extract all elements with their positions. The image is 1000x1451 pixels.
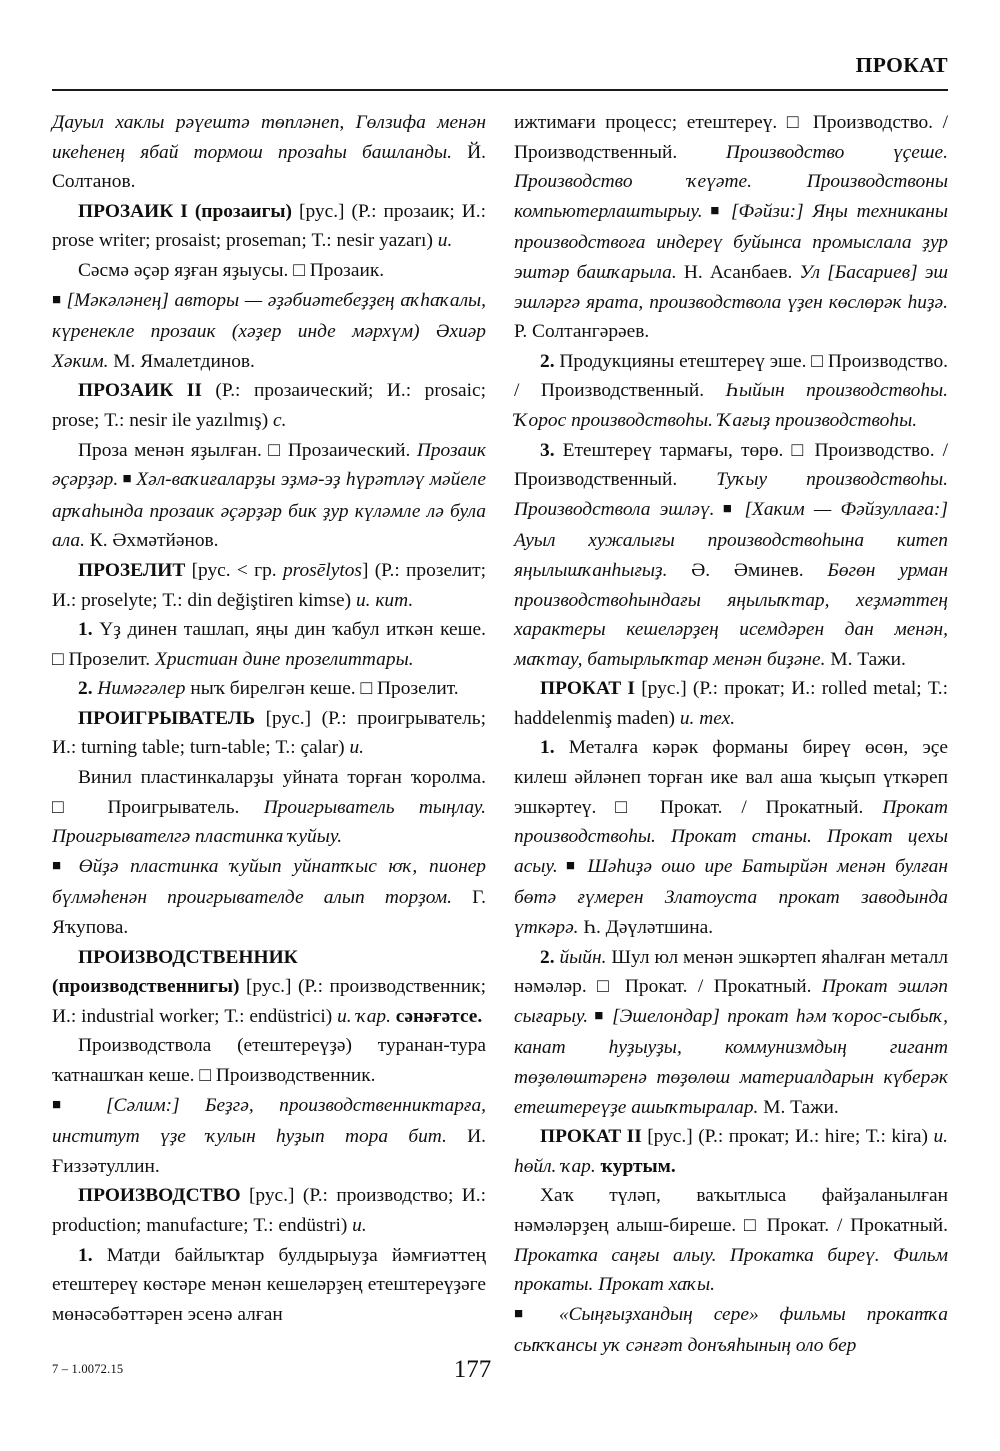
- text-run-italic: и. кит.: [355, 589, 414, 611]
- text-run-bold: ПРОКАТ II: [540, 1126, 642, 1148]
- text-run-roman: М. Ямалетдинов.: [108, 350, 255, 372]
- text-run-roman: Н. Асанбаев.: [676, 261, 800, 283]
- text-run-bold: ПРОКАТ I: [540, 678, 635, 700]
- dictionary-entry-block: [52, 1031, 486, 1090]
- text-run-italic: и. ҡар.: [337, 1005, 391, 1027]
- text-run-italic: Шәһиҙә ошо ире Батырйән менән булған бөтә ғүмерен Златоуста прокат заводында үткәрә.: [514, 855, 948, 939]
- text-run-bold: ПРОЗАИК II: [78, 380, 202, 402]
- text-run-roman: Хаҡ түләп, ваҡытлыса файҙаланылған нәмәләрҙең алыш-биреше. □ Прокат. / Прокатный.: [514, 1185, 948, 1236]
- dictionary-entry-block: [52, 1091, 486, 1182]
- text-run-roman: [рус.] (Р.: производство; И.: production; manufacture; Т.: endüstri): [52, 1185, 486, 1236]
- text-run-bold: 1.: [78, 619, 93, 641]
- dictionary-entry-block: [514, 1300, 948, 1361]
- text-run-italic: и.: [352, 1214, 367, 1236]
- text-run-italic: prosēlytos: [282, 559, 362, 581]
- text-run-italic: [Фәйзи:] Яңы техниканы производствоға индереү буйынса промыслала ҙур эштәр башҡарыла.: [514, 200, 948, 283]
- dictionary-entry-block: [514, 108, 948, 347]
- text-run-bold: ПРОИЗВОДСТВЕННИК (производственнигы): [52, 946, 298, 998]
- dictionary-entry-block: [52, 197, 486, 256]
- text-run-bold: 2.: [540, 946, 555, 968]
- text-run-roman: Г. Яҡупова.: [52, 887, 487, 939]
- text-run-italic: [Сәлим:] Беҙгә, производственниктарға, институт үҙе ҡулын һуҙып тора бит.: [52, 1094, 486, 1148]
- text-run-italic: и. һөйл. ҡар.: [514, 1126, 948, 1177]
- text-run-italic: «Сыңғыҙхандың сере» фильмы прокатҡа сыҡҡансы уҡ сәнғәт донъяһының оло бер: [514, 1303, 948, 1357]
- dictionary-entry-block: [514, 1181, 948, 1299]
- text-run-roman: [рус.] (Р.: прокат; И.: rolled metal; Т.: haddelenmiş maden): [514, 678, 948, 729]
- text-run-bold: 3.: [540, 439, 555, 461]
- dictionary-entry-block: [52, 704, 486, 763]
- text-run-roman: [рус.] (Р.: проигрыватель; И.: turning table; turn-table; Т.: çalar): [52, 707, 486, 759]
- text-run-bold: ПРОЗЕЛИТ: [78, 559, 186, 581]
- text-run-marker-black: ■: [514, 1305, 559, 1322]
- text-run-italic: и.: [349, 737, 364, 759]
- dictionary-entry-block: [52, 256, 486, 286]
- text-run-italic: йыйн.: [554, 946, 607, 968]
- text-run-roman: [рус.] (Р.: производственник; И.: industrial worker; Т.: endüstrici): [52, 976, 486, 1027]
- text-run-italic: [Мәкәләнең] авторы — әҙәбиәтебеҙҙең аҡһаҡалы, күренекле прозаик (хәҙер инде мәрхүм) Әхиәр Хәким.: [52, 289, 486, 372]
- page-footer: [52, 1356, 948, 1386]
- text-run-roman: [рус. < гр.: [185, 559, 283, 581]
- text-run-bold: 2.: [540, 350, 555, 372]
- text-run-marker-black: ■: [702, 202, 731, 219]
- dictionary-entry-block: [514, 436, 948, 675]
- dictionary-entry-block: [52, 436, 486, 556]
- dictionary-entry-block: [514, 674, 948, 733]
- text-run-italic: Прокат эшләп сығарыу.: [514, 976, 948, 1027]
- signature-mark: 7 – 1.0072.15: [52, 1362, 124, 1376]
- dictionary-entry-block: [52, 615, 486, 674]
- text-run-roman: Производствола (етештереүҙә) туранан-тура ҡатнашҡан кеше. □ Производственник.: [52, 1035, 486, 1086]
- text-run-italic: Прокат производствоһы. Прокат станы. Прокат цехы асыу.: [514, 796, 948, 877]
- text-run-marker-black: ■: [557, 857, 588, 874]
- text-run-bold: 1.: [540, 737, 555, 759]
- text-run-roman: М. Тажи.: [758, 1096, 839, 1118]
- dictionary-entry-block: [514, 1122, 948, 1181]
- text-run-roman: Ә. Әминев.: [667, 559, 828, 581]
- text-run-italic: Прокатка саңғы алыу. Прокатка биреү. Фильм прокаты. Прокат хаҡы.: [514, 1244, 948, 1296]
- text-run-marker-black: ■: [52, 857, 79, 874]
- dictionary-entry-block: [52, 286, 486, 377]
- header-rule: [52, 89, 948, 91]
- text-run-italic: Прозаик әҫәрҙәр.: [52, 439, 486, 491]
- text-body: [52, 108, 949, 1357]
- text-run-italic: с.: [273, 409, 287, 431]
- text-run-italic: Туҡыу производствоһы. Производствола эшләү.: [514, 469, 948, 520]
- text-run-bold: ПРОИГРЫВАТЕЛЬ: [78, 707, 256, 729]
- dictionary-entry-block: [52, 1181, 486, 1240]
- text-run-bold: 1.: [78, 1244, 93, 1266]
- text-run-bold: сәнәғәтсе.: [390, 1005, 483, 1027]
- text-run-marker-black: ■: [714, 500, 745, 517]
- text-run-roman: [рус.] (Р.: прозаик; И.: prose writer; prosaist; proseman; Т.: nesir yazarı): [52, 200, 486, 252]
- text-run-italic: Хәл-ваҡиғаларҙы эҙмә-эҙ һүрәтләү мәйеле арҡаһында прозаик әҫәрҙәр бик ҙур күләмле лә була ала.: [52, 469, 487, 552]
- dictionary-entry-block: [52, 852, 486, 943]
- dictionary-entry-block: [52, 376, 486, 435]
- running-head-title: ПРОКАТ: [855, 53, 948, 77]
- text-run-marker-black: ■: [588, 1007, 613, 1024]
- text-run-italic: Бөгөн урман производствоһындағы яңылыҡтар, хеҙмәттең характеры кешеләрҙең исемдәрен дан менән, маҡтау, батырлыҡтар менән биҙәне.: [514, 559, 948, 670]
- text-run-marker-black: ■: [118, 471, 137, 488]
- dictionary-entry-block: [52, 556, 486, 615]
- text-run-roman: ижтимағи процесс; етештереү. □ Производство. / Производственный.: [514, 112, 948, 163]
- text-run-roman: И. Ғиззәтуллин.: [52, 1126, 486, 1177]
- text-run-italic: и.: [437, 230, 453, 252]
- text-run-roman: Һ. Дәүләтшина.: [578, 917, 714, 939]
- text-run-roman: ныҡ бирелгән кеше. □ Прозелит.: [185, 678, 459, 700]
- text-run-roman: (Р.: прозаический; И.: prosaic; prose; Т.: nesir ile yazılmış): [52, 380, 487, 431]
- text-run-roman: Продукцияны етештереү эше. □ Производство. / Производственный.: [514, 350, 948, 402]
- text-run-italic: [Эшелондар] прокат һәм ҡорос-сыбыҡ, канат һуҙыуҙы, коммунизмдың гигант төҙөлөштәренә төҙөлөш материалдарын күберәк етештереүҙе ашыҡтыралар.: [514, 1005, 949, 1118]
- dictionary-entry-block: [52, 943, 486, 1032]
- text-run-italic: Нимәгәлер: [92, 678, 186, 700]
- running-head: [52, 55, 948, 95]
- text-run-roman: Шул юл менән эшкәртеп яһалған металл нәмәләр. □ Прокат. / Прокатный.: [514, 946, 949, 998]
- text-run-marker-black: ■: [52, 1096, 106, 1113]
- dictionary-entry-block: [52, 108, 486, 197]
- text-run-bold: ПРОИЗВОДСТВО: [78, 1185, 241, 1207]
- text-run-roman: Металға кәрәк форманы биреү өсөн, эҫе килеш әйләнеп торған ике вал аша ҡыҫып үткәреп эшкәртеү. □ Прокат. / Прокатный.: [514, 737, 948, 818]
- text-run-roman: Сәсмә әҫәр яҙған яҙыусы. □ Прозаик.: [78, 259, 385, 281]
- text-run-italic: Дауыл хаклы рәүештә төпләнеп, Гөлзифа менән икеһенең ябай тормош прозаһы башланды.: [52, 112, 486, 163]
- text-run-italic: и. тех.: [679, 707, 736, 729]
- text-run-roman: Р. Солтангәрәев.: [514, 321, 650, 343]
- dictionary-entry-block: [514, 347, 948, 436]
- dictionary-entry-block: [52, 763, 486, 852]
- text-run-bold: ПРОЗАИК I (прозаигы): [78, 200, 292, 222]
- text-run-roman: Проза менән яҙылған. □ Прозаический.: [78, 439, 417, 461]
- dictionary-entry-block: [514, 943, 948, 1123]
- dictionary-entry-block: [52, 1241, 486, 1330]
- text-run-bold: ҡуртым.: [595, 1155, 676, 1177]
- text-run-roman: Етештереү тармағы, төрө. □ Производство. / Производственный.: [514, 439, 948, 491]
- text-run-roman: Й. Солтанов.: [52, 141, 486, 193]
- text-run-bold: 2.: [78, 678, 93, 700]
- dictionary-entry-block: [514, 733, 948, 942]
- text-run-roman: Винил пластинкаларҙы уйната торған ҡоролма. □ Проигрыватель.: [52, 767, 486, 818]
- text-run-roman: М. Тажи.: [825, 648, 906, 670]
- page-number: 177: [453, 1356, 492, 1383]
- text-run-roman: К. Әхмәтйәнов.: [84, 530, 219, 552]
- text-run-roman: Матди байлыҡтар булдырыуҙа йәмғиәттең етештереү көстәре менән кешеләрҙең етештереүҙәге мөнәсәбәттәрен эсенә алған: [52, 1244, 486, 1325]
- text-run-italic: Христиан дине прозелиттары.: [154, 648, 414, 670]
- text-run-italic: Ул [Басариев] эш эшләргә ярата, производствола үҙен көслөрәк һиҙә.: [514, 261, 949, 313]
- text-run-roman: ] (Р.: прозелит; И.: proselyte; Т.: din değiştiren kimse): [52, 559, 487, 611]
- text-run-italic: Производство үҫеше. Производство ҡеүәте. Производствоны компьютерлаштырыу.: [514, 141, 948, 222]
- text-run-marker-black: ■: [52, 291, 67, 308]
- text-run-italic: [Хаким — Фәйзуллаға:] Ауыл хужалығы производствоһына китеп яңылышҡанһығыҙ.: [514, 498, 949, 581]
- text-run-italic: Проигрыватель тыңлау. Проигрывателгә пластинка ҡуйыу.: [52, 796, 486, 848]
- text-run-italic: Өйҙә пластинка ҡуйып уйнатҡыс юҡ, пионер бүлмәһенән проигрывателде алып торҙом.: [52, 855, 487, 909]
- dictionary-entry-block: [52, 674, 486, 704]
- text-run-roman: [рус.] (Р.: прокат; И.: hire; Т.: kira): [641, 1126, 934, 1148]
- text-run-roman: Үҙ динен ташлап, яңы дин ҡабул иткән кеше. □ Прозелит.: [52, 619, 486, 670]
- left-column: [52, 108, 487, 1325]
- right-column: [514, 108, 949, 1357]
- text-run-italic: Һыйын производствоһы. Ҡорос производствоһы. Ҡағыҙ производствоһы.: [514, 380, 949, 431]
